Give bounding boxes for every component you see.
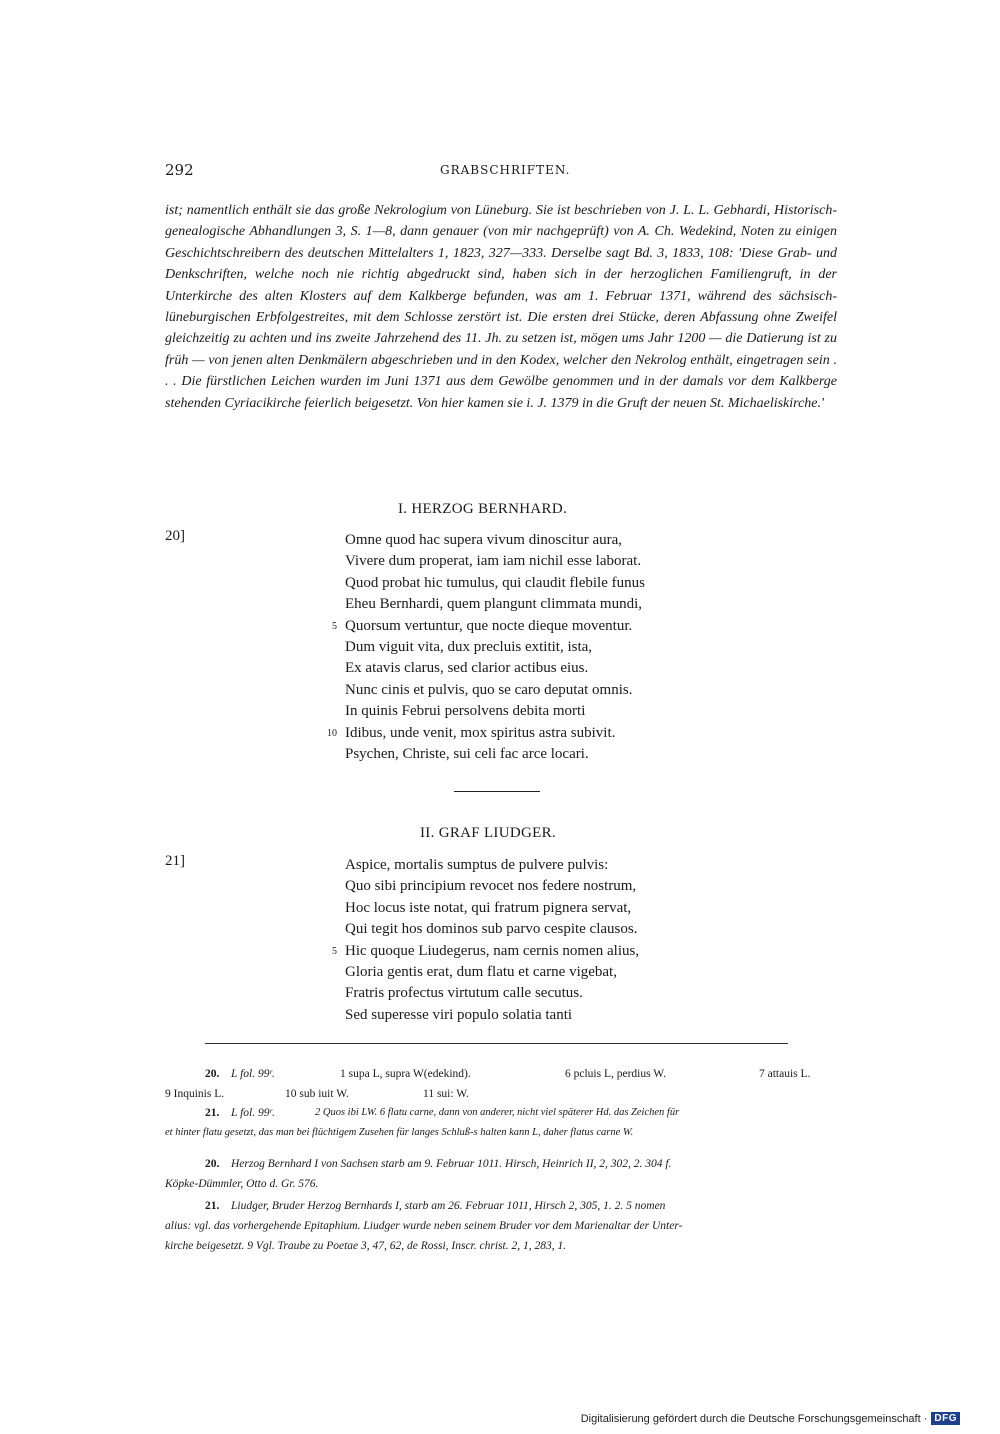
reference-number-21: 21] <box>165 853 185 869</box>
apparatus-source: L fol. 99ʳ. <box>231 1068 275 1080</box>
intro-paragraph <box>165 200 837 414</box>
commentary-note-21 <box>165 1196 837 1256</box>
verse-text: Quod probat hic tumulus, qui claudit flebile funus <box>345 574 645 591</box>
section-divider <box>454 791 540 792</box>
verse-text: Hic quoque Liudegerus, nam cernis nomen alius, <box>345 942 640 959</box>
poem-line <box>332 616 645 637</box>
apparatus-note-20 <box>165 1064 837 1104</box>
line-number: 10 <box>327 727 337 739</box>
poem-line <box>345 744 645 765</box>
poem-line <box>327 723 645 744</box>
poem-graf-liudger <box>332 855 640 1026</box>
verse-text: Omne quod hac supera vivum dinoscitur aura, <box>345 532 623 548</box>
apparatus-number: 20. <box>205 1068 220 1080</box>
page-number: 292 <box>165 161 194 179</box>
commentary-text: kirche beigesetzt. 9 Vgl. Traube zu Poetae 3, 47, 62, de Rossi, Inscr. christ. 2, 1, 283, 1. <box>165 1240 567 1252</box>
commentary-number: 20. <box>205 1158 220 1170</box>
poem-line <box>345 962 639 983</box>
poem-line <box>345 530 645 551</box>
apparatus-source: L fol. 99ʳ. <box>231 1107 275 1119</box>
poem-line <box>345 855 639 876</box>
apparatus-variant: 1 supa L, supra W(edekind). <box>340 1068 471 1080</box>
poem-line <box>345 573 645 594</box>
apparatus-variant: 10 sub iuit W. <box>285 1088 349 1100</box>
poem-line <box>345 919 639 940</box>
apparatus-variant: 6 pcluis L, perdius W. <box>565 1068 666 1080</box>
verse-text: Sed superesse viri populo solatia tanti <box>345 1006 573 1023</box>
verse-text: Psychen, Christe, sui celi fac arce locari. <box>345 745 589 762</box>
poem-line <box>345 551 645 572</box>
dfg-logo: DFG <box>931 1412 960 1425</box>
line-number: 5 <box>332 620 337 632</box>
verse-text: Ex atavis clarus, sed clarior actibus eius. <box>345 660 589 677</box>
verse-text: Qui tegit hos dominos sub parvo cespite clausos. <box>345 921 638 938</box>
poem-herzog-bernhard <box>327 530 645 765</box>
apparatus-text: 2 Quos ibi LW. 6 flatu carne, dann von anderer, nicht viel späterer Hd. das Zeichen für <box>315 1107 680 1118</box>
apparatus-number: 21. <box>205 1107 220 1119</box>
apparatus-note-21 <box>165 1103 837 1143</box>
verse-text: Dum viguit vita, dux precluis extitit, ista, <box>345 638 593 655</box>
section-title-herzog-bernhard: I. HERZOG BERNHARD. <box>398 501 568 517</box>
commentary-text: Köpke-Dümmler, Otto d. Gr. 576. <box>165 1178 319 1190</box>
line-number: 5 <box>332 945 337 957</box>
commentary-number: 21. <box>205 1200 220 1212</box>
verse-text: Eheu Bernhardi, quem plangunt climmata mundi, <box>345 596 643 613</box>
verse-text: Vivere dum properat, iam iam nichil esse laborat. <box>345 553 642 570</box>
poem-line <box>345 701 645 722</box>
footnote-rule <box>205 1043 788 1044</box>
poem-line <box>345 898 639 919</box>
running-head: GRABSCHRIFTEN. <box>440 163 571 177</box>
verse-text: Quo sibi principium revocet nos federe nostrum, <box>345 878 637 895</box>
poem-line <box>345 637 645 658</box>
commentary-text: Herzog Bernhard I von Sachsen starb am 9. Februar 1011. Hirsch, Heinrich II, 2, 302, 2. 304 f. <box>231 1158 672 1170</box>
poem-line <box>345 658 645 679</box>
commentary-text: alius: vgl. das vorhergehende Epitaphium. Liudger wurde neben seinem Bruder vor dem Marienaltar der Unter- <box>165 1220 683 1232</box>
credit-text: Digitalisierung gefördert durch die Deutsche Forschungsgemeinschaft · <box>580 1412 928 1425</box>
intro-text: ist; namentlich enthält sie das große Nekrologium von Lüneburg. Sie ist beschrieben von J. L. L. Gebhardi, Historisch-genealogische Abhandlungen 3, S. 1—8, dann genauer (von mir nachgeprüft) von A. Ch. Wedekind, Noten zu einigen Geschichtschreibern des deutschen Mittelalters 1, 1823, 327—333. Derselbe sagt Bd. 3, 1833, 108: 'Diese Grab- und Denkschriften, welche noch nie richtig abgedruckt sind, haben sich in der herzoglichen Familiengruft, in der Unterkirche des alten Klosters auf dem Kalkberge befunden, was am 1. Februar 1371, während des sächsisch-lüneburgischen Erbfolgestreites, mit dem Schlosse zerstört ist. Die ersten drei Stücke, deren Abfassung ohne Zweifel gleichzeitig zu achten und ins zweite Jahrzehend des 11. Jh. zu setzen ist, mögen ums Jahr 1200 — die Datierung ist zu früh — von jenen alten Denkmälern abgeschrieben und in den Kodex, welcher den Nekrolog enthält, eingetragen sein . . . Die fürstlichen Leichen wurden im Juni 1371 aus dem Gewölbe genommen und in der damals vor dem Kalkberge stehenden Cyriacikirche feierlich beigesetzt. Von hier kamen sie i. J. 1379 in die Gruft der neuen St. Michaeliskirche.' <box>165 203 837 411</box>
commentary-note-20 <box>165 1154 837 1194</box>
verse-text: Idibus, unde venit, mox spiritus astra subivit. <box>345 724 616 741</box>
poem-line <box>345 594 645 615</box>
poem-line <box>332 941 640 962</box>
poem-line <box>345 680 645 701</box>
apparatus-variant: 7 attauis L. <box>759 1068 811 1080</box>
verse-text: Aspice, mortalis sumptus de pulvere pulvis: <box>345 857 609 873</box>
verse-text: Quorsum vertuntur, que nocte dieque moventur. <box>345 617 633 634</box>
apparatus-text: et hinter flatu gesetzt, das man bei flüchtigem Zusehen für langes Schluß-s halten kann L, daher flatus carne W. <box>165 1127 634 1138</box>
digitization-credit <box>581 1412 960 1425</box>
section-title-graf-liudger: II. GRAF LIUDGER. <box>420 825 556 841</box>
verse-text: In quinis Februi persolvens debita morti <box>345 703 586 720</box>
poem-line <box>345 876 639 897</box>
commentary-text: Liudger, Bruder Herzog Bernhards I, starb am 26. Februar 1011, Hirsch 2, 305, 1. 2. 5 nomen <box>231 1200 666 1212</box>
poem-line <box>345 1005 639 1026</box>
verse-text: Fratris profectus virtutum calle secutus. <box>345 985 583 1002</box>
verse-text: Gloria gentis erat, dum flatu et carne vigebat, <box>345 963 617 980</box>
apparatus-variant: 11 sui: W. <box>423 1088 469 1100</box>
poem-line <box>345 983 639 1004</box>
reference-number-20: 20] <box>165 528 185 544</box>
verse-text: Nunc cinis et pulvis, quo se caro deputat omnis. <box>345 681 633 698</box>
apparatus-variant: 9 Inquinis L. <box>165 1088 225 1100</box>
verse-text: Hoc locus iste notat, qui fratrum pignera servat, <box>345 899 632 916</box>
